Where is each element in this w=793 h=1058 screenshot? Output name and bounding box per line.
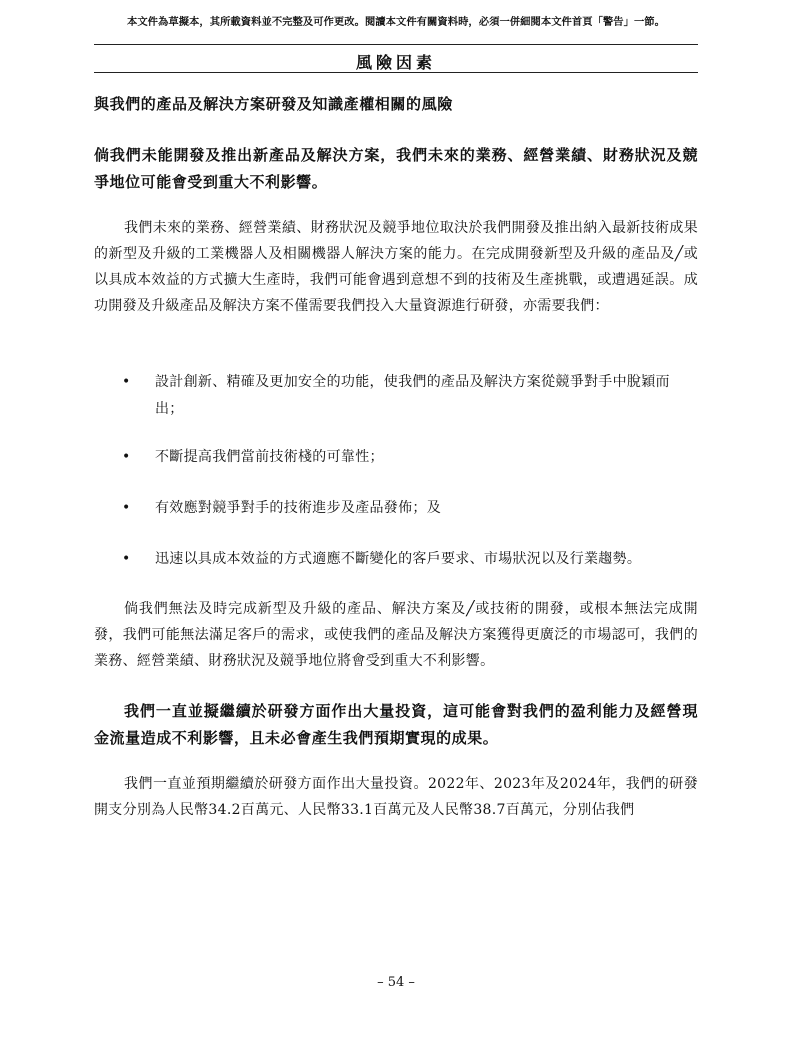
list-item-text: 迅速以具成本效益的方式適應不斷變化的客戶要求、市場狀況以及行業趨勢。 — [155, 551, 642, 567]
draft-warning-banner: 本文件為草擬本，其所載資料並不完整及可作更改。閱讀本文件有關資料時，必須一併細閱本文件首頁「警告」一節。 — [126, 16, 666, 28]
bullet-icon: • — [122, 449, 131, 465]
page-number: – 54 – — [377, 975, 415, 990]
paragraph-development-failure: 倘我們無法及時完成新型及升級的產品、解決方案及╱或技術的開發，或根本無法完成開發，我們可能無法滿足客戶的需求，或使我們的產品及解決方案獲得更廣泛的市場認可，我們的業務、經營業績、財務狀況及競爭地位將會受到重大不利影響。 — [94, 601, 698, 669]
header-rule-top — [94, 44, 698, 45]
bullet-icon: • — [122, 374, 131, 390]
section-heading: 與我們的產品及解決方案研發及知識產權相關的風險 — [94, 95, 453, 113]
bullet-icon: • — [122, 500, 131, 516]
list-item-text: 不斷提高我們當前技術棧的可靠性； — [155, 449, 384, 465]
document-page — [94, 0, 698, 1058]
list-item — [122, 369, 698, 423]
paragraph-rd-expenses: 我們一直並預期繼續於研發方面作出大量投資。2022年、2023年及2024年，我們的研發開支分別為人民幣34.2百萬元、人民幣33.1百萬元及人民幣38.7百萬元，分別佔我們 — [94, 776, 698, 818]
list-item-text: 有效應對競爭對手的技術進步及產品發佈；及 — [155, 500, 441, 516]
risk-heading-new-products: 倘我們未能開發及推出新產品及解決方案，我們未來的業務、經營業績、財務狀況及競爭地位可能會受到重大不利影響。 — [94, 146, 698, 191]
header-rule-bottom — [94, 72, 698, 73]
page-title: 風險因素 — [355, 53, 436, 72]
risk-heading-rd-investment: 我們一直並擬繼續於研發方面作出大量投資，這可能會對我們的盈利能力及經營現金流量造成不利影響，且未必會產生我們預期實現的成果。 — [94, 702, 698, 747]
list-item-text: 設計創新、精確及更加安全的功能，使我們的產品及解決方案從競爭對手中脫穎而出； — [155, 374, 670, 417]
bullet-icon: • — [122, 551, 131, 567]
paragraph-development-ability: 我們未來的業務、經營業績、財務狀況及競爭地位取決於我們開發及推出納入最新技術成果的新型及升級的工業機器人及相關機器人解決方案的能力。在完成開發新型及升級的產品及╱或以具成本效益的方式擴大生產時，我們可能會遇到意想不到的技術及生產挑戰，或遭遇延誤。成功開發及升級產品及解決方案不僅需要我們投入大量資源進行研發，亦需要我們： — [94, 220, 698, 314]
